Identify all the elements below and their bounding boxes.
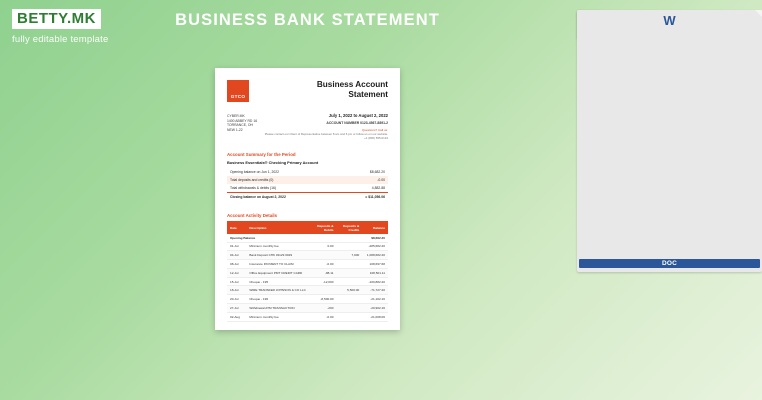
table-row	[227, 304, 388, 313]
cell-date: 08-Jul	[227, 260, 246, 269]
cell-debit: -8,500.00	[311, 295, 337, 304]
contact-phone: +1 (800) 555-0134	[364, 135, 388, 140]
cell-debit: -200	[311, 304, 337, 313]
cell-debit: -0.00	[311, 312, 337, 321]
table-row	[227, 312, 388, 321]
account-number: ACCOUNT NUMBER 0123-4567-8891-2	[326, 120, 388, 125]
cell-credit	[336, 260, 362, 269]
table-row	[227, 286, 388, 295]
summary-section-title: Account Summary for the Period	[227, 152, 296, 158]
cell-credit: 7,000	[336, 251, 362, 260]
customer-address	[227, 114, 257, 140]
address-line-1: CYBER.MK	[227, 114, 245, 118]
cell-balance: -21,008.06	[362, 312, 388, 321]
summary-value: 4,882.88	[371, 186, 385, 191]
table-row	[227, 242, 388, 251]
document-title	[317, 80, 388, 100]
cell-credit	[336, 304, 362, 313]
table-header-row	[227, 221, 388, 233]
table-row	[227, 268, 388, 277]
cell-description: Cheque - 196	[246, 295, 310, 304]
cell-debit: -88.11	[311, 268, 337, 277]
cell-balance: -100,882.20	[362, 277, 388, 286]
document-meta	[227, 114, 388, 140]
summary-total-row	[227, 193, 388, 202]
cell-balance: -21,102.16	[362, 295, 388, 304]
cell-credit: 5,500.00	[336, 286, 362, 295]
table-row	[227, 251, 388, 260]
page-title: BUSINESS BANK STATEMENT	[175, 11, 440, 29]
cell-description: WIRE TRANSFER JOHNSON & CO LLC	[246, 286, 310, 295]
summary-label: Total deposits and credits (0)	[230, 178, 274, 183]
summary-label: Opening balance on Jun 1, 2022	[230, 170, 280, 175]
cell-balance: -285,682.20	[362, 242, 388, 251]
table-row	[227, 260, 388, 269]
summary-value: -0.00	[377, 178, 385, 183]
account-activity-table	[227, 221, 388, 321]
document-title-line1: Business Account	[316, 80, 388, 89]
address-line-3: TORRANCE, OH	[227, 123, 253, 128]
cell-description: Cheque - 195	[246, 277, 310, 286]
table-row	[227, 277, 388, 286]
cell-debit: -0.00	[311, 260, 337, 269]
word-icon-letter: W	[663, 13, 676, 28]
cell-balance: -71,727.20	[362, 286, 388, 295]
summary-subtitle: Business Essentials® Checking Primary Account	[227, 160, 319, 166]
cell-credit	[336, 295, 362, 304]
cell-date: 02-Aug	[227, 312, 246, 321]
word-icon-label: DOC	[579, 259, 760, 268]
statement-document	[215, 68, 400, 330]
cell-balance: 108,501.11	[362, 268, 388, 277]
address-line-2: 1400 ABBEY RD 16	[227, 118, 258, 123]
cell-balance: 108,697.68	[362, 260, 388, 269]
summary-row	[227, 184, 388, 193]
summary-label: Closing balance on August 2, 2022	[227, 193, 341, 202]
column-header-description: Description	[246, 221, 310, 233]
cell-description: Insurance PAYMENT TO CLAIM	[246, 260, 310, 269]
table-row	[227, 295, 388, 304]
address-line-4: NEW 1-22	[227, 127, 243, 132]
cell-debit	[311, 251, 337, 260]
questions-label: Questions? Call us:	[361, 128, 388, 133]
account-summary-table	[227, 168, 388, 201]
cell-balance: 1,088,682.20	[362, 251, 388, 260]
document-header	[227, 80, 388, 102]
summary-value: = $11,056.06	[341, 193, 388, 202]
column-header-debits: Deposits & Debits	[311, 221, 337, 233]
cell-debit: -12,000	[311, 277, 337, 286]
cell-description: Minimum monthly fee	[246, 242, 310, 251]
contact-note: Please contact our Client of Representative between 8 am and 6 pm or follow us on our website.	[264, 131, 388, 136]
opening-balance-label: Opening Balance	[227, 234, 362, 242]
cell-balance: -20,902.16	[362, 304, 388, 313]
column-header-balance: Balance	[362, 221, 388, 233]
summary-label: Total withdrawals & debits (16)	[230, 186, 276, 191]
bank-logo: GTCO	[227, 80, 249, 102]
cell-description: Withdrawal ATM TRANSACTION	[246, 304, 310, 313]
column-header-credits: Deposits & Credits	[336, 221, 362, 233]
summary-value: $8,682.20	[369, 170, 385, 175]
cell-description: Minimum monthly fee	[246, 312, 310, 321]
summary-row	[227, 176, 388, 184]
brand-logo: BETTY.MK	[12, 9, 101, 29]
activity-section-title: Account Activity Details	[227, 213, 278, 219]
summary-row	[227, 168, 388, 176]
document-title-line2: Statement	[348, 90, 388, 99]
cell-date: 27-Jul	[227, 304, 246, 313]
cell-date: 20-Jul	[227, 295, 246, 304]
word-file-icon[interactable]	[577, 10, 762, 272]
statement-meta	[265, 114, 388, 140]
opening-balance-value: $8,682.20	[362, 234, 388, 242]
cell-description: Bank Deposit CHK #1129 0029	[246, 251, 310, 260]
cell-credit	[336, 277, 362, 286]
file-format-icons	[577, 10, 678, 267]
cell-credit	[336, 268, 362, 277]
statement-period: July 1, 2022 to August 2, 2022	[328, 113, 388, 118]
cell-credit	[336, 242, 362, 251]
cell-credit	[336, 312, 362, 321]
cell-date: 04-Jul	[227, 251, 246, 260]
cell-date: 01-Jul	[227, 242, 246, 251]
column-header-date: Date	[227, 221, 246, 233]
cell-date: 15-Jul	[227, 277, 246, 286]
cell-description: Office Equipment PMT CREDIT CARD	[246, 268, 310, 277]
opening-balance-row	[227, 234, 388, 242]
cell-debit	[311, 286, 337, 295]
cell-debit: 0.00	[311, 242, 337, 251]
brand-subtitle: fully editable template	[12, 34, 109, 45]
cell-date: 12-Jul	[227, 268, 246, 277]
cell-date: 18-Jul	[227, 286, 246, 295]
